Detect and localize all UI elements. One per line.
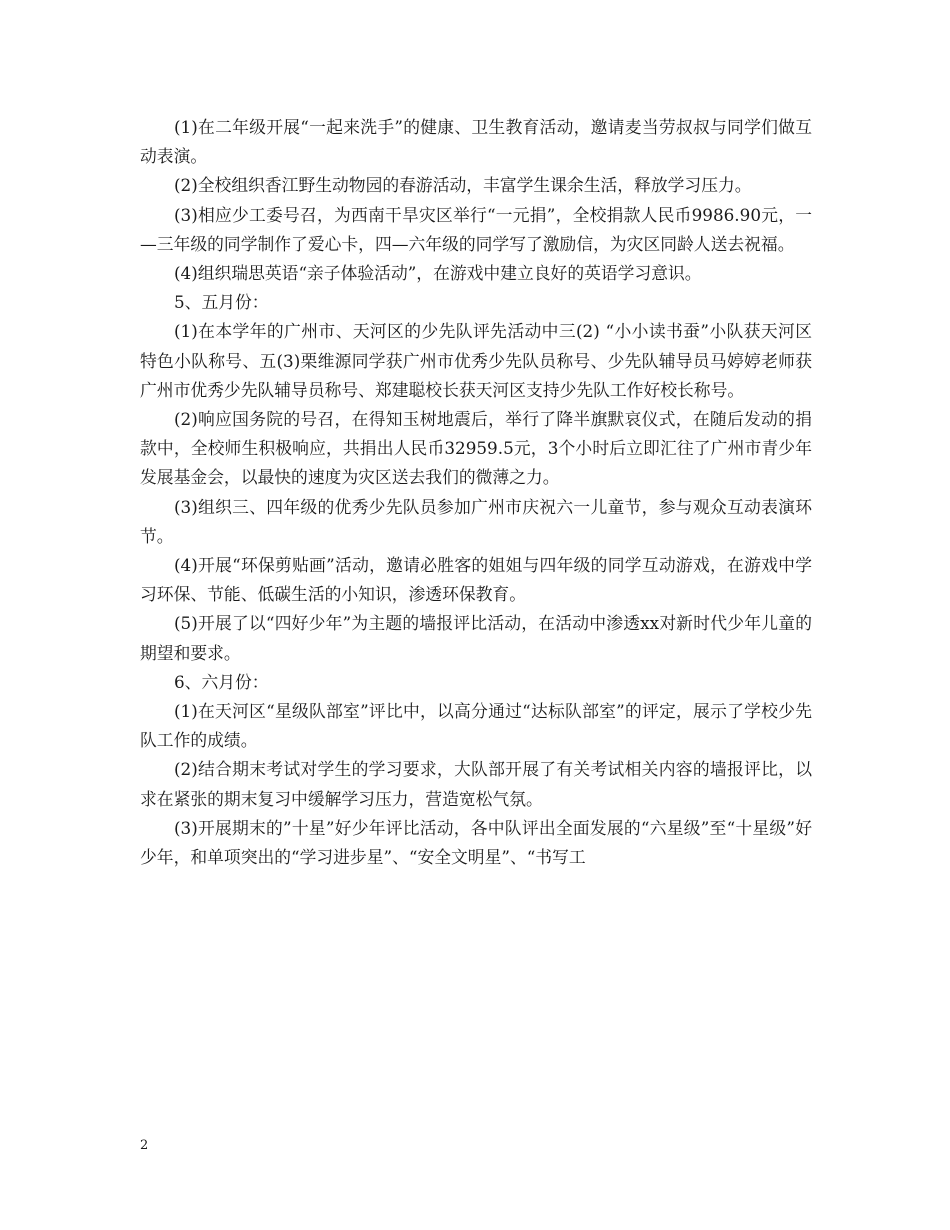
document-body (140, 113, 812, 872)
section-heading-may: 5、五月份： (174, 292, 269, 313)
section-heading-june: 6、六月份： (174, 671, 269, 692)
paragraph-awards: (1)在本学年的广州市、天河区的少先队评先活动中三(2) “小小读书蚕”小队获天河区特色小队称号、五(3)栗维源同学获广州市优秀少先队员称号、少先队辅导员马婷婷老师获广州市优秀少先队辅导员称号、郑建聪校长获天河区支持少先队工作好校长称号。 (140, 321, 812, 400)
paragraph-yushu-donation: (2)响应国务院的号召，在得知玉树地震后，举行了降半旗默哀仪式，在随后发动的捐款中，全校师生积极响应，共捐出人民币32959.5元，3个小时后立即汇往了广州市青少年发展基金会，以最快的速度为灾区送去我们的微薄之力。 (140, 409, 812, 488)
paragraph-spring-outing: (2)全校组织香江野生动物园的春游活动，丰富学生课余生活，释放学习压力。 (174, 175, 752, 196)
paragraph-star-team-room: (1)在天河区“星级队部室”评比中，以高分通过“达标队部室”的评定，展示了学校少先队工作的成绩。 (140, 701, 812, 751)
paragraph-one-yuan-donation: (3)相应少工委号召，为西南干旱灾区举行“一元捐”，全校捐款人民币9986.90元，一—三年级的同学制作了爱心卡，四—六年级的同学写了激励信，为灾区同龄人送去祝福。 (140, 204, 812, 254)
paragraph-eco-collage: (4)开展“环保剪贴画”活动，邀请必胜客的姐姐与四年级的同学互动游戏，在游戏中学习环保、节能、低碳生活的小知识，渗透环保教育。 (140, 555, 812, 605)
paragraph-wall-newspaper: (5)开展了以“四好少年”为主题的墙报评比活动，在活动中渗透xx对新时代少年儿童的期望和要求。 (140, 613, 812, 663)
paragraph-exam-wall-newspaper: (2)结合期末考试对学生的学习要求，大队部开展了有关考试相关内容的墙报评比，以求在紧张的期末复习中缓解学习压力，营造宽松气氛。 (140, 759, 812, 809)
paragraph-ten-star-youth: (3)开展期末的”十星”好少年评比活动，各中队评出全面发展的“六星级”至“十星级”好少年，和单项突出的“学习进步星”、“安全文明星”、“书写工 (140, 817, 812, 868)
page-number: 2 (140, 1138, 149, 1153)
paragraph-grade2-handwashing: (1)在二年级开展“一起来洗手”的健康、卫生教育活动，邀请麦当劳叔叔与同学们做互动表演。 (140, 117, 812, 167)
paragraph-childrens-day: (3)组织三、四年级的优秀少先队员参加广州市庆祝六一儿童节，参与观众互动表演环节。 (140, 496, 812, 546)
paragraph-english-activity: (4)组织瑞思英语“亲子体验活动”，在游戏中建立良好的英语学习意识。 (174, 263, 702, 284)
